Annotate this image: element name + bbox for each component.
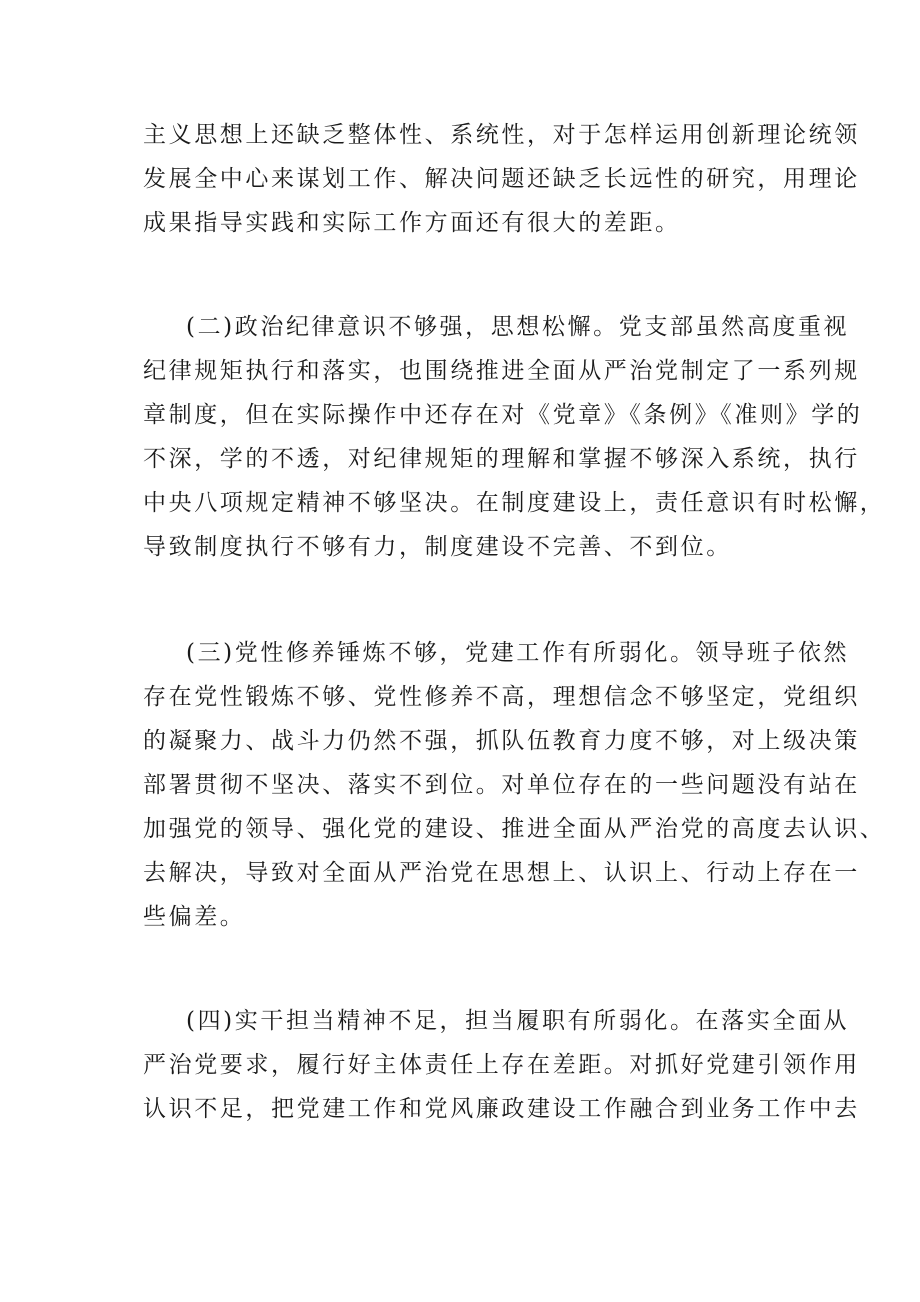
- text-line: 主义思想上还缺乏整体性、系统性，对于怎样运用创新理论统领: [143, 122, 860, 148]
- text-line: 去解决，导致对全面从严治党在思想上、认识上、行动上存在一: [143, 860, 860, 886]
- text-line: 纪律规矩执行和落实，也围绕推进全面从严治党制定了一系列规: [143, 358, 860, 384]
- text-line: 发展全中心来谋划工作、解决问题还缺乏长远性的研究，用理论: [143, 166, 860, 192]
- text-line: (三)党性修养锤炼不够，党建工作有所弱化。领导班子依然: [186, 640, 850, 666]
- text-line: 部署贯彻不坚决、落实不到位。对单位存在的一些问题没有站在: [143, 772, 860, 798]
- text-line: 加强党的领导、强化党的建设、推进全面从严治党的高度去认识、: [143, 816, 886, 842]
- text-line: 导致制度执行不够有力，制度建设不完善、不到位。: [143, 534, 732, 560]
- text-line: 认识不足，把党建工作和党风廉政建设工作融合到业务工作中去: [143, 1096, 860, 1122]
- text-line: 的凝聚力、战斗力仍然不强，抓队伍教育力度不够，对上级决策: [143, 728, 860, 754]
- text-line: (二)政治纪律意识不够强，思想松懈。党支部虽然高度重视: [186, 314, 850, 340]
- text-line: 存在党性锻炼不够、党性修养不高，理想信念不够坚定，党组织: [143, 684, 860, 710]
- text-line: (四)实干担当精神不足，担当履职有所弱化。在落实全面从: [186, 1008, 850, 1034]
- text-line: 严治党要求，履行好主体责任上存在差距。对抓好党建引领作用: [143, 1052, 860, 1078]
- text-line: 中央八项规定精神不够坚决。在制度建设上，责任意识有时松懈，: [143, 490, 886, 516]
- text-line: 章制度，但在实际操作中还存在对《党章》《条例》《准则》学的: [143, 402, 863, 428]
- text-line: 成果指导实践和实际工作方面还有很大的差距。: [143, 210, 681, 236]
- text-line: 不深，学的不透，对纪律规矩的理解和掌握不够深入系统，执行: [143, 446, 860, 472]
- text-line: 些偏差。: [143, 904, 246, 930]
